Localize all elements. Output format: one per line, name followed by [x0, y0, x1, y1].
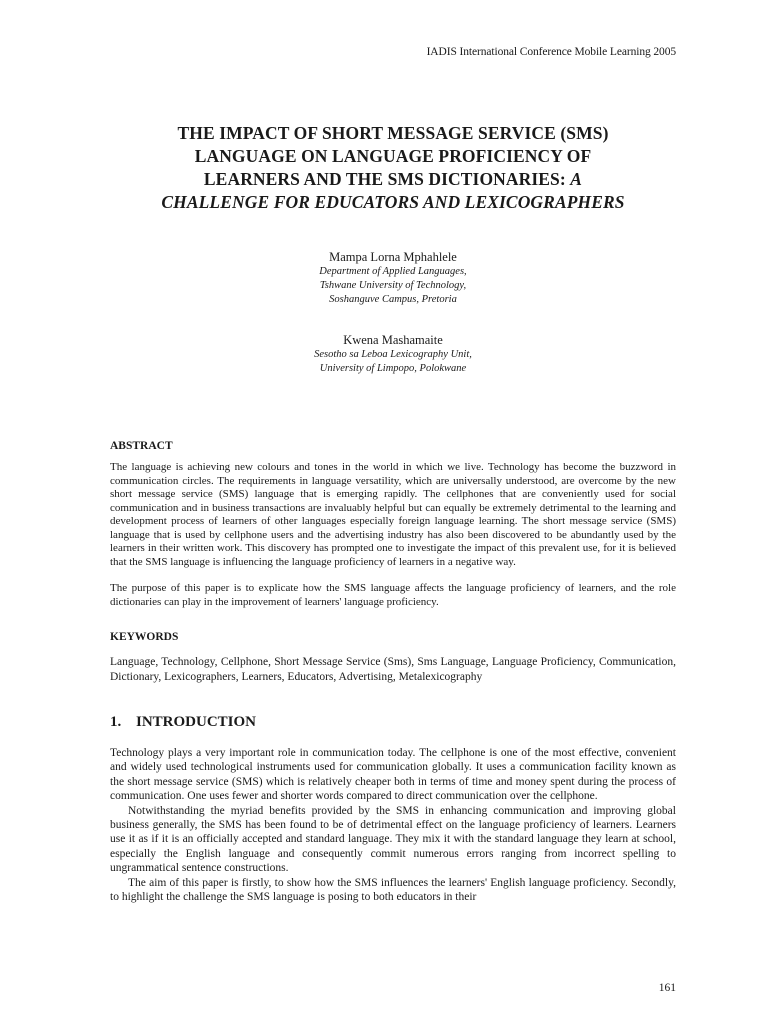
abstract-paragraph: The purpose of this paper is to explicate how the SMS language affects the language proficiency of learners, and the role dictionaries can play in the improvement of learners' language proficiency. — [110, 582, 676, 608]
author-name: Kwena Mashamaite — [343, 333, 443, 347]
author-affiliation-line: Soshanguve Campus, Pretoria — [329, 294, 457, 305]
author-affiliation-line: Department of Applied Languages, — [319, 266, 467, 277]
running-header: IADIS International Conference Mobile Learning 2005 — [426, 46, 676, 58]
author-affiliation-line: Tshwane University of Technology, — [319, 280, 467, 291]
title-line-4: CHALLENGE FOR EDUCATORS AND LEXICOGRAPHERS — [161, 192, 625, 212]
body-paragraph: The aim of this paper is firstly, to show how the SMS influences the learners' English language proficiency. Secondly, to highlight the challenge the SMS language is posing to both educators in their — [110, 876, 676, 904]
author-block-1 — [110, 249, 676, 307]
section-title: INTRODUCTION — [136, 714, 257, 730]
paper-title — [110, 122, 676, 214]
title-line-2: LANGUAGE ON LANGUAGE PROFICIENCY OF — [194, 146, 592, 166]
keywords-text: Language, Technology, Cellphone, Short Message Service (Sms), Sms Language, Language Proficiency, Communication, Dictionary, Lexicographers, Learners, Educators, Advertising, Metalexicography — [110, 656, 676, 683]
paper-page — [110, 0, 676, 1024]
title-line-3: LEARNERS AND THE SMS DICTIONARIES: — [203, 169, 571, 189]
abstract-paragraph: The language is achieving new colours and tones in the world in which we live. Technology has become the buzzword in communication circles. The requirements in language versatility, which are universally understood, are overcome by the new short message service (SMS) language that is emerging rapidly. The cellphones that are conveniently used for social communication and in business transactions are invaluably helpful but can equally be extremely detrimental to the learning and development process of learners of other languages especially foreign language learning. The short message service (SMS) language that is used by cellphone users and the advertising industry has also been discovered to be abundantly used by the learners in their written work. This discovery has prompted one to investigate the impact of this prevalent use, for it is believed that the SMS language is influencing the language proficiency of learners in a negative way. — [110, 461, 676, 568]
title-line-3-italic: A — [570, 169, 583, 189]
author-affiliation-line: Sesotho sa Leboa Lexicography Unit, — [314, 349, 472, 360]
abstract-heading: ABSTRACT — [110, 440, 173, 452]
body-paragraph: Notwithstanding the myriad benefits provided by the SMS in enhancing communication and improving global business generally, the SMS has been found to be of detrimental effect on the language proficiency of learners. Learners use it as if it is an officially accepted and standard language. They mix it with the standard language they learn at school, especially the English language and consequently commit numerous errors ranging from incorrect spelling to ungrammatical sentence constructions. — [110, 804, 676, 875]
section-number: 1. — [110, 714, 122, 730]
title-line-1: THE IMPACT OF SHORT MESSAGE SERVICE (SMS) — [177, 123, 609, 143]
introduction-body — [110, 746, 676, 904]
keywords-heading: KEYWORDS — [110, 631, 179, 643]
page-number: 161 — [658, 982, 676, 994]
section-heading-introduction — [110, 714, 256, 731]
body-paragraph: Technology plays a very important role in communication today. The cellphone is one of the most effective, convenient and widely used technological instruments used for communication globally. It uses a communication facility known as the short message service (SMS) which is relatively cheaper both in terms of time and money spent during the process of communication. One uses fewer and shorter words compared to direct communication over the cellphone. — [110, 747, 676, 803]
author-name: Mampa Lorna Mphahlele — [329, 250, 457, 264]
author-affiliation-line: University of Limpopo, Polokwane — [319, 363, 467, 374]
author-block-2 — [110, 332, 676, 376]
